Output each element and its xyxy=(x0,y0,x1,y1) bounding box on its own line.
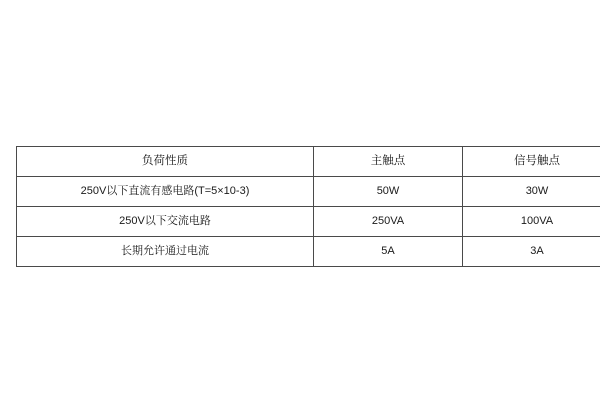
column-header-main-contact: 主触点 xyxy=(314,147,463,177)
table-row xyxy=(17,177,600,207)
table-row xyxy=(17,237,600,267)
cell-load-nature-2: 250V以下交流电路 xyxy=(17,207,314,237)
table-header-row xyxy=(17,147,600,177)
cell-signal-contact-1: 30W xyxy=(463,177,600,207)
load-specification-table xyxy=(16,146,600,267)
cell-load-nature-3: 长期允许通过电流 xyxy=(17,237,314,267)
table-row xyxy=(17,207,600,237)
spec-table-container xyxy=(16,146,584,267)
cell-signal-contact-2: 100VA xyxy=(463,207,600,237)
column-header-load-nature: 负荷性质 xyxy=(17,147,314,177)
cell-main-contact-2: 250VA xyxy=(314,207,463,237)
cell-main-contact-1: 50W xyxy=(314,177,463,207)
column-header-signal-contact: 信号触点 xyxy=(463,147,600,177)
cell-signal-contact-3: 3A xyxy=(463,237,600,267)
cell-main-contact-3: 5A xyxy=(314,237,463,267)
cell-load-nature-1: 250V以下直流有感电路(T=5×10-3) xyxy=(17,177,314,207)
